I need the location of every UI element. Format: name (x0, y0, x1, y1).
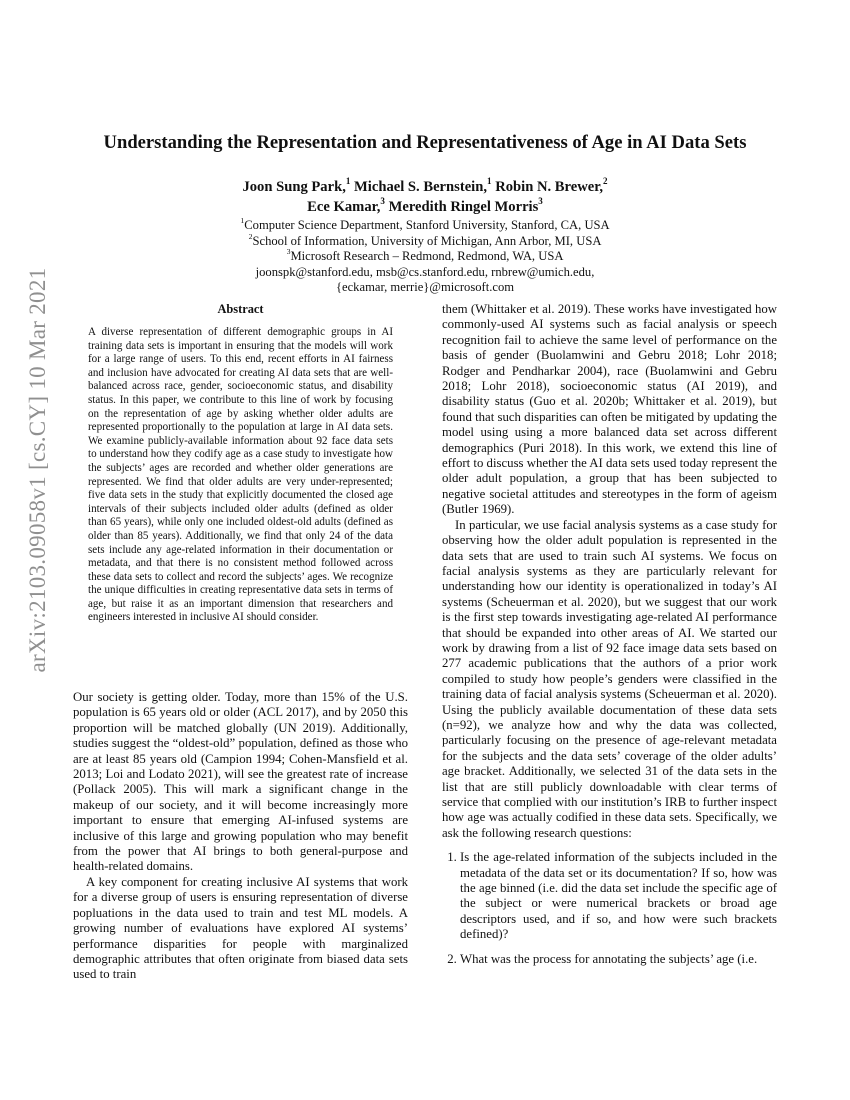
research-question: 1. Is the age-related information of the subjects included in the metadata of the data set or its documentation? If so, how was the age binned (i.e. did the data set include the specific age of the subject or were numerical brackets or broad age descriptors used, and if so, and how were such brackets defined)? (460, 850, 777, 942)
affiliation-marker: 2 (248, 231, 253, 241)
author-name: Joon Sung Park, (242, 179, 346, 195)
author-emails: joonspk@stanford.edu, msb@cs.stanford.edu, rnbrew@umich.edu, (255, 264, 595, 279)
body-paragraph: Our society is getting older. Today, more than 15% of the U.S. population is 65 years old or older (ACL 2017), and by 2050 this proportion will be matched globally (UN 2019). Additionally, studies suggest the “oldest-old” population, defined as those who are at least 85 years old (Campion 1994; Cohen-Mansfield et al. 2013; Loi and Lodato 2021), will see the greatest rate of increase (Pollack 2005). This will mark a significant change in the makeup of our society, and it will become increasingly more important to ensure that emerging AI-infused systems are inclusive of this large and growing population who may benefit from the power that AI brings to both general-purpose and health-related domains. (73, 690, 408, 874)
author-affil-marker: 2 (603, 176, 608, 187)
author-name: Michael S. Bernstein, (354, 179, 487, 195)
affiliations-block (120, 218, 730, 296)
affiliation (120, 218, 730, 234)
abstract-heading: Abstract (217, 302, 264, 316)
author-line-2 (120, 197, 730, 217)
research-questions-list (442, 850, 777, 967)
author-emails: {eckamar, merrie}@microsoft.com (335, 280, 515, 294)
author-name: Meredith Ringel Morris (388, 199, 539, 215)
author-name: Robin N. Brewer, (495, 179, 604, 195)
author-list (120, 177, 730, 217)
paper-title: Understanding the Representation and Representativeness of Age in AI Data Sets (103, 132, 747, 153)
author-affil-marker: 1 (487, 176, 492, 187)
affiliation-text: Microsoft Research – Redmond, Redmond, WA, USA (290, 249, 564, 263)
affiliation (120, 249, 730, 265)
body-paragraph: A key component for creating inclusive AI systems that work for a diverse group of users is ensuring representation of diverse popluations in the data used to train and test ML models. A growing number of evaluations have explored AI systems’ performance disparities for people with marginalized demographic attributes that often originate from biased data sets used to train (73, 874, 408, 982)
affiliation (120, 231, 730, 250)
author-line-1 (120, 177, 730, 197)
affiliation-text: School of Information, University of Michigan, Ann Arbor, MI, USA (252, 233, 602, 248)
research-question: 2. What was the process for annotating the subjects’ age (i.e. (460, 952, 777, 967)
body-paragraph: them (Whittaker et al. 2019). These works have investigated how commonly-used AI systems such as facial analysis or speech recognition fail to achieve the same level of performance on the basis of gender (Buolamwini and Gebru 2018; Lohr 2018; Rodger and Pendharkar 2004), race (Buolamwini and Gebru 2018; Lohr 2018), socioeconomic status (AI 2019), and disability status (Guo et al. 2020b; Whittaker et al. 2019), but found that such disparities can often be mitigated by updating the model using using a more balanced data set across different demographics (Puri 2018). In this work, we extend this line of effort to discuss whether the AI data sets used today represent the older adult population, a group that has been subjected to negative societal attitudes and stereotypes in the form of ageism (Butler 1969). (442, 302, 777, 517)
right-column-body (442, 302, 777, 976)
author-affil-marker: 3 (380, 196, 385, 207)
left-column-body (73, 690, 408, 983)
body-paragraph: In particular, we use facial analysis systems as a case study for observing how the older adult population is represented in the data sets that are used to train such AI systems. We focus on facial analysis systems as they are particularly relevant for understanding how our identity is operationalized in today’s AI systems (Scheuerman et al. 2020), but we suggest that our work is the first step towards investigating age-related AI performance that should be expanded into other areas of AI. We started our work by drawing from a list of 92 face image data sets based on 277 academic publications that the authors of a prior work compiled to study how people’s genders were classified in the training data of facial analysis systems (Scheuerman et al. 2020). Using the publicly available documentation of these data sets (n=92), we analyze how and why the data was collected, particularly focusing on the presence of age-relevant metadata for the subjects and the data sets’ coverage of the older adults’ age bracket. Additionally, we selected 31 of the data sets in the list that are still publicly downloadable with clear terms of service that complied with our institution’s IRB to further inspect how age was actually codified in these data sets. Specifically, we ask the following research questions: (442, 517, 777, 840)
arxiv-identifier-stamp: arXiv:2103.09058v1 [cs.CY] 10 Mar 2021 (25, 267, 50, 673)
affiliation-marker: 3 (286, 247, 291, 257)
affiliation-text: Computer Science Department, Stanford University, Stanford, CA, USA (244, 218, 610, 232)
author-affil-marker: 3 (538, 196, 543, 207)
author-name: Ece Kamar, (307, 199, 381, 215)
affiliation-marker: 1 (240, 216, 245, 226)
abstract-text: A diverse representation of different demographic groups in AI training data sets is important in ensuring that the models will work for a large range of users. To this end, recent efforts in AI fairness and inclusion have advocated for creating AI data sets that are well-balanced across race, gender, socioeconomic status, and disability status. In this paper, we contribute to this line of work by focusing on the representation of age by asking whether older adults are represented proportionally to the population at large in AI data sets. We examine publicly-available information about 92 face data sets to understand how they codify age as a case study to investigate how the subjects’ ages are recorded and whether older generations are represented. We find that older adults are very under-represented; five data sets in the study that explicitly documented the closed age intervals of their subjects included older adults (defined as older than 65 years), while only one included oldest-old adults (defined as older than 85 years). Additionally, we find that only 24 of the data sets include any age-related information in their documentation or metadata, and that there is no consistent method followed across these data sets to collect and record the subjects’ ages. We recognize the unique difficulties in creating representative data sets in terms of age, but raise it as an important dimension that researchers and engineers interested in inclusive AI should consider. (88, 326, 393, 624)
author-affil-marker: 1 (345, 176, 351, 187)
